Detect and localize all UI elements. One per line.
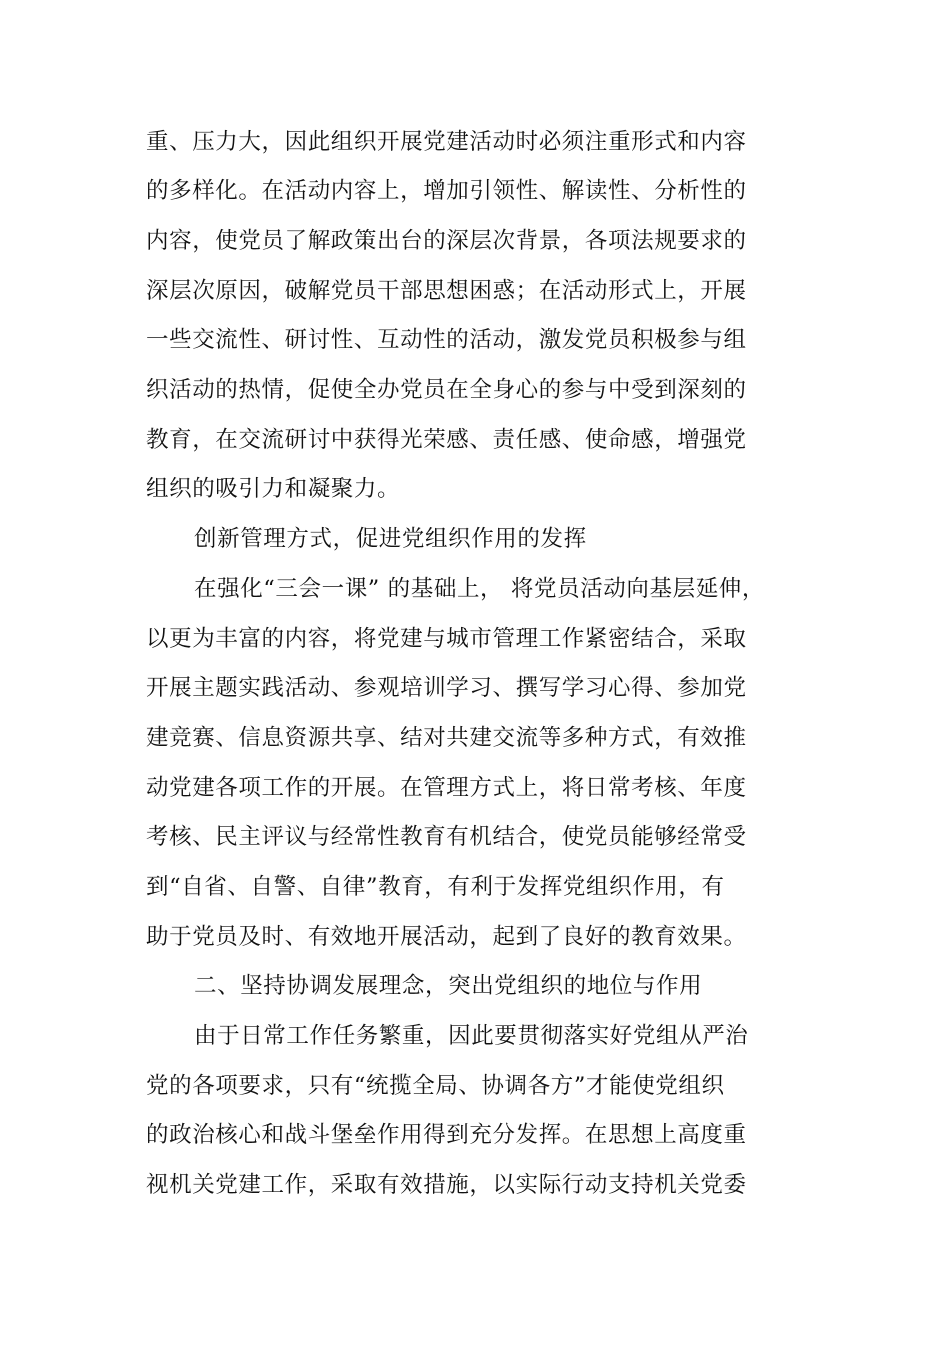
text-line: 重、压力大，因此组织开展党建活动时必须注重形式和内容 (146, 129, 747, 155)
text-line: 党的各项要求，只有“统揽全局、协调各方”才能使党组织 (146, 1073, 725, 1099)
text-line: 到“自省、自警、自律”教育，有利于发挥党组织作用，有 (146, 874, 725, 900)
text-line: 内容，使党员了解政策出台的深层次背景，各项法规要求的 (146, 228, 747, 254)
text-line: 开展主题实践活动、参观培训学习、撰写学习心得、参加党 (146, 675, 747, 701)
text-line: 织活动的热情，促使全办党员在全身心的参与中受到深刻的 (146, 377, 747, 403)
text-line: 的政治核心和战斗堡垒作用得到充分发挥。在思想上高度重 (146, 1122, 747, 1148)
section-heading: 二、坚持协调发展理念，突出党组织的地位与作用 (194, 973, 703, 999)
text-line: 考核、民主评议与经常性教育有机结合，使党员能够经常受 (146, 824, 747, 850)
text-line: 建竞赛、信息资源共享、结对共建交流等多种方式，有效推 (146, 725, 747, 751)
text-line: 由于日常工作任务繁重，因此要贯彻落实好党组从严治 (194, 1023, 749, 1049)
section-heading: 创新管理方式，促进党组织作用的发挥 (194, 526, 587, 552)
text-line: 以更为丰富的内容，将党建与城市管理工作紧密结合，采取 (146, 626, 747, 652)
text-line: 视机关党建工作，采取有效措施，以实际行动支持机关党委 (146, 1172, 747, 1198)
text-line: 深层次原因，破解党员干部思想困惑；在活动形式上，开展 (146, 278, 747, 304)
text-line: 在强化“三会一课” 的基础上， 将党员活动向基层延伸， (194, 576, 766, 602)
text-line: 组织的吸引力和凝聚力。 (146, 476, 401, 502)
text-line: 一些交流性、研讨性、互动性的活动，激发党员积极参与组 (146, 327, 747, 353)
text-line: 教育，在交流研讨中获得光荣感、责任感、使命感，增强党 (146, 427, 747, 453)
text-line: 的多样化。在活动内容上，增加引领性、解读性、分析性的 (146, 178, 747, 204)
text-line: 动党建各项工作的开展。在管理方式上，将日常考核、年度 (146, 775, 747, 801)
text-line: 助于党员及时、有效地开展活动，起到了良好的教育效果。 (146, 924, 747, 950)
